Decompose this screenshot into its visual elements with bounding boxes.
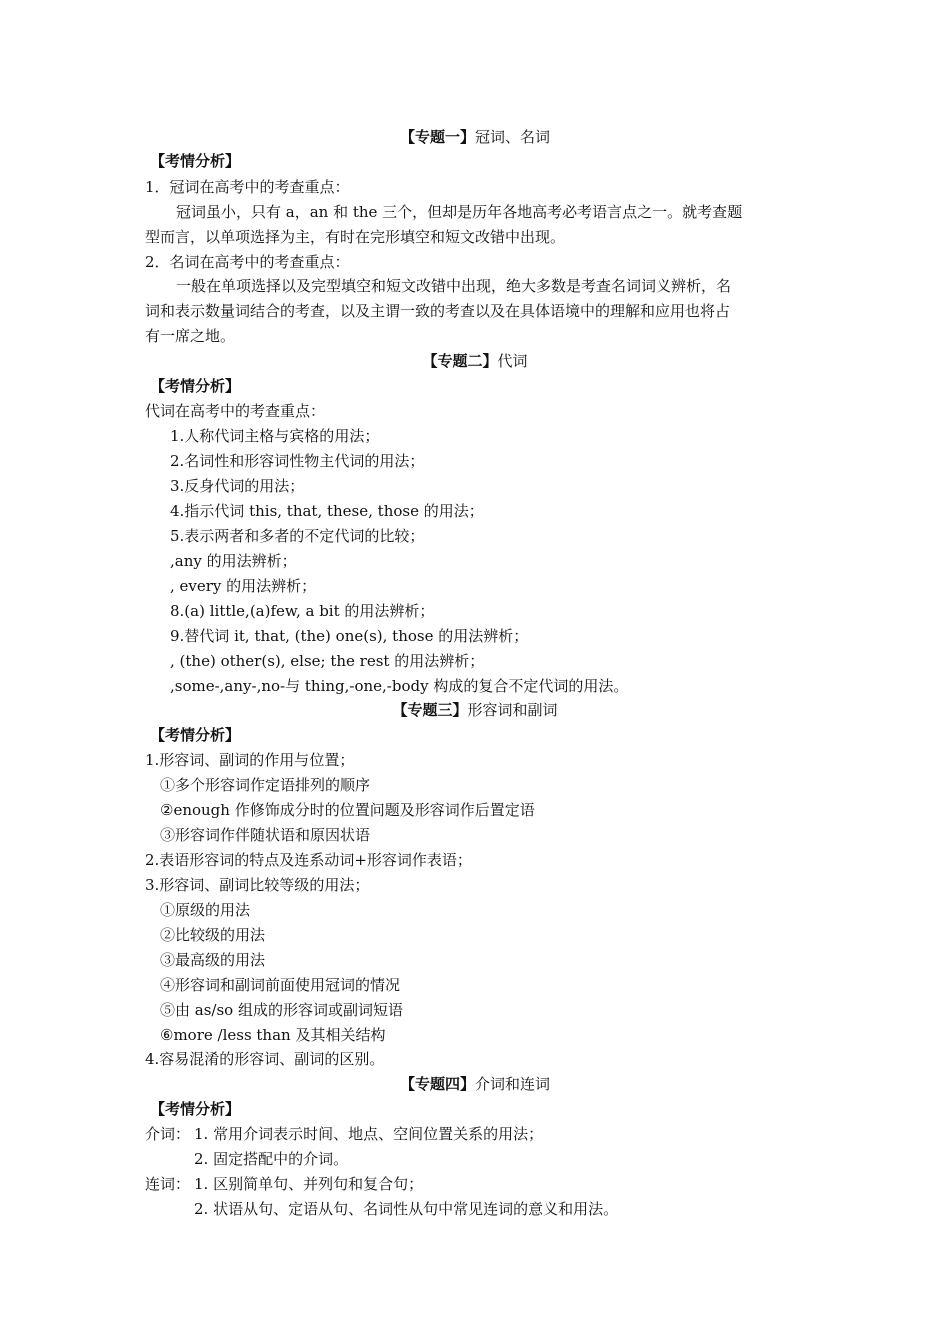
noun-heading: 2．名词在高考中的考查重点： <box>145 253 350 271</box>
analysis-heading-2: 【考情分析】 <box>150 377 241 395</box>
list-item: 1.人称代词主格与宾格的用法； <box>170 427 380 445</box>
section-title-1 <box>0 127 950 147</box>
list-item: , (the) other(s), else; the rest 的用法辨析； <box>170 652 485 670</box>
article-heading: 1．冠词在高考中的考查重点： <box>145 178 350 196</box>
article-paragraph-line-1: 冠词虽小，只有 a，an 和 the 三个，但却是历年各地高考必考语言点之一。就考查题 <box>176 203 743 221</box>
sub-list-item: ①原级的用法 <box>160 901 251 919</box>
list-item: 9.替代词 it, that, (the) one(s), those 的用法辨析； <box>170 627 529 645</box>
list-item: 4.容易混淆的形容词、副词的区别。 <box>145 1050 385 1068</box>
noun-paragraph-line-2: 词和表示数量词结合的考查，以及主谓一致的考查以及在具体语境中的理解和应用也将占 <box>145 302 731 320</box>
section-title-text: 介词和连词 <box>475 1075 551 1093</box>
sub-list-item: ②比较级的用法 <box>160 926 266 944</box>
analysis-heading-3: 【考情分析】 <box>150 726 241 744</box>
list-item: 2. 状语从句、定语从句、名词性从句中常见连词的意义和用法。 <box>194 1200 619 1218</box>
list-item: , every 的用法辨析； <box>170 577 317 595</box>
list-item: 4.指示代词 this, that, these, those 的用法； <box>170 502 484 520</box>
sub-list-item: ④形容词和副词前面使用冠词的情况 <box>160 976 401 994</box>
list-item: ,any 的用法辨析； <box>170 552 297 570</box>
sub-list-item: ⑤由 as/so 组成的形容词或副词短语 <box>160 1001 403 1019</box>
list-item: 2.名词性和形容词性物主代词的用法； <box>170 452 425 470</box>
sub-list-item: ⑥more /less than 及其相关结构 <box>160 1026 386 1044</box>
list-item: 3.形容词、副词比较等级的用法； <box>145 876 370 894</box>
section-title-mark: 【专题三】 <box>392 701 468 719</box>
article-paragraph-line-2: 型而言，以单项选择为主，有时在完形填空和短文改错中出现。 <box>145 228 566 246</box>
section-title-mark: 【专题四】 <box>399 1075 475 1093</box>
list-item: 5.表示两者和多者的不定代词的比较； <box>170 527 425 545</box>
pronoun-intro: 代词在高考中的考查重点： <box>145 402 326 420</box>
section-title-text: 代词 <box>497 352 528 370</box>
section-title-mark: 【专题一】 <box>399 128 475 146</box>
sub-list-item: ③形容词作伴随状语和原因状语 <box>160 826 371 844</box>
section-title-text: 形容词和副词 <box>467 701 558 719</box>
section-title-3 <box>0 700 950 720</box>
section-title-text: 冠词、名词 <box>475 128 551 146</box>
section-title-2 <box>0 351 950 371</box>
section-title-mark: 【专题二】 <box>422 352 498 370</box>
noun-paragraph-line-1: 一般在单项选择以及完型填空和短文改错中出现，绝大多数是考查名词词义辨析，名 <box>176 277 732 295</box>
sub-list-item: ③最高级的用法 <box>160 951 266 969</box>
noun-paragraph-line-3: 有一席之地。 <box>145 327 236 345</box>
section-title-4 <box>0 1074 950 1094</box>
list-item: ,some-,any-,no-与 thing,-one,-body 构成的复合不定代词的用法。 <box>170 677 629 695</box>
sub-list-item: ①多个形容词作定语排列的顺序 <box>160 776 371 794</box>
analysis-heading-1: 【考情分析】 <box>150 152 241 170</box>
list-item: 3.反身代词的用法； <box>170 477 305 495</box>
conjunction-label: 连词： <box>145 1175 191 1193</box>
list-item: 2.表语形容词的特点及连系动词+形容词作表语； <box>145 851 472 869</box>
list-item: 1.形容词、副词的作用与位置； <box>145 751 355 769</box>
preposition-label: 介词： <box>145 1125 191 1143</box>
list-item: 1. 区别简单句、并列句和复合句； <box>194 1175 424 1193</box>
analysis-heading-4: 【考情分析】 <box>150 1100 241 1118</box>
list-item: 2. 固定搭配中的介词。 <box>194 1150 349 1168</box>
list-item: 8.(a) little,(a)few, a bit 的用法辨析； <box>170 602 435 620</box>
sub-list-item: ②enough 作修饰成分时的位置问题及形容词作后置定语 <box>160 801 535 819</box>
list-item: 1. 常用介词表示时间、地点、空间位置关系的用法； <box>194 1125 544 1143</box>
